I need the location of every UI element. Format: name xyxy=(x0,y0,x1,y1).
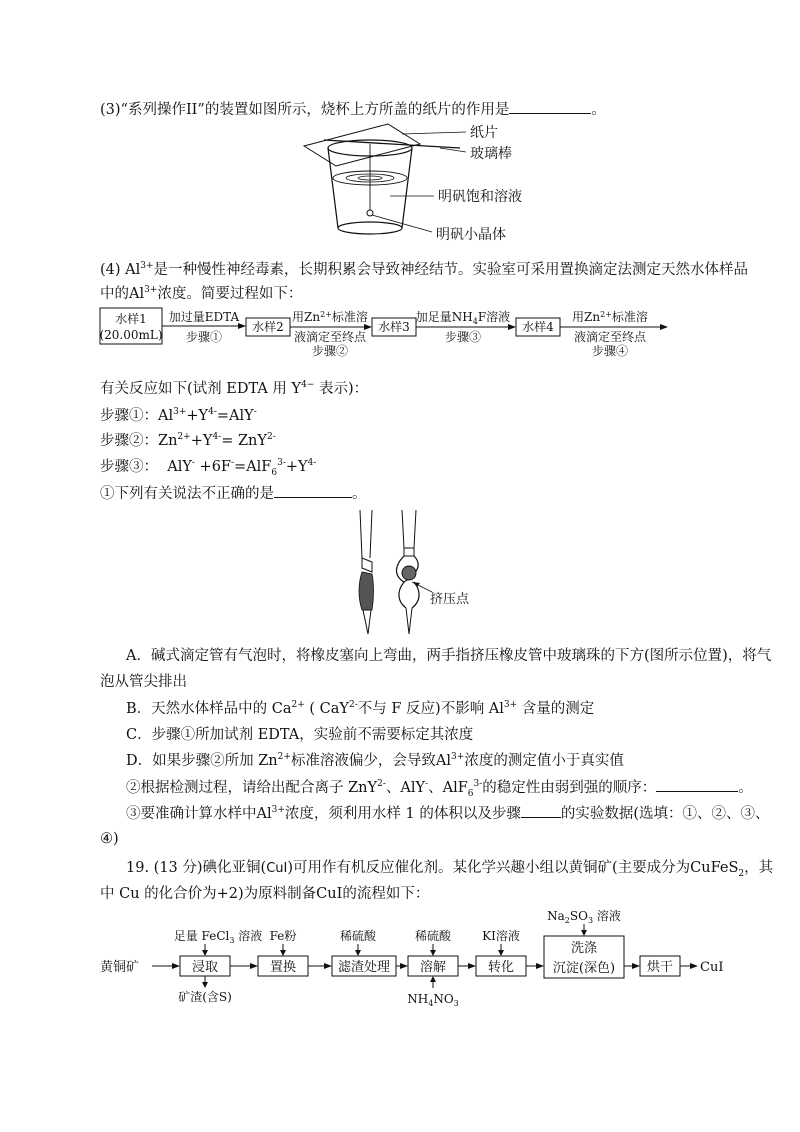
svg-text:加足量NH4F溶液: 加足量$NH_4F$溶液 xyxy=(415,310,511,326)
q19-line2: 中 Cu 的化合价为+2)为原料制备CuI的流程如下： xyxy=(100,886,430,902)
svg-text:水样3: 水样3 xyxy=(378,320,410,334)
option-c: C．步骤①所加试剂 EDTA，实验前不需要标定其浓度 xyxy=(126,727,474,743)
label-crystal: 明矾小晶体 xyxy=(436,227,506,243)
svg-text:浸取: 浸取 xyxy=(191,960,219,975)
svg-text:沉淀(深色): 沉淀(深色) xyxy=(552,961,616,976)
q19-line1: 19. (13 分)碘化亚铜(CuI)可用作有机反应催化剂。某化学兴趣小组以黄铜矿(主要成分为CuFeS$_2$，其 xyxy=(126,860,774,879)
reactions-intro: 有关反应如下(试剂 EDTA 用 $Y^{4-}$ 表示)： xyxy=(100,380,369,397)
svg-text:CuI: CuI xyxy=(700,960,724,975)
sub3-answer-blank[interactable] xyxy=(521,803,561,818)
svg-text:NH4NO3: $NH_4NO_3$ xyxy=(407,992,459,1008)
option-a-line1: A．碱式滴定管有气泡时，将橡皮塞向上弯曲，两手指挤压橡皮管中玻璃珠的下方(图所示位置)，将气 xyxy=(126,648,772,664)
reaction-1: 步骤①：$Al^{3+}+Y^{4-}=AlY^-$ xyxy=(100,407,257,424)
svg-text:稀硫酸: 稀硫酸 xyxy=(339,929,377,943)
sub-question-1: ①下列有关说法不正确的是 。 xyxy=(100,483,367,504)
svg-text:烘干: 烘干 xyxy=(646,960,674,975)
option-a-line2: 泡从管尖排出 xyxy=(100,674,187,690)
svg-text:用Zn2+标准溶: 用$Zn^{2+}$标准溶 xyxy=(292,310,368,324)
svg-text:溶解: 溶解 xyxy=(419,960,447,975)
svg-text:黄铜矿: 黄铜矿 xyxy=(100,960,140,975)
option-d: D．如果步骤②所加 $Zn^{2+}$标准溶液偏少，会导致$Al^{3+}$浓度的测定值小于真实值 xyxy=(126,752,624,769)
svg-text:滤渣处理: 滤渣处理 xyxy=(337,960,391,975)
svg-text:用Zn2+标准溶: 用$Zn^{2+}$标准溶 xyxy=(572,310,648,324)
svg-text:液滴定至终点: 液滴定至终点 xyxy=(573,330,647,344)
svg-text:水样4: 水样4 xyxy=(522,320,554,334)
svg-text:置换: 置换 xyxy=(269,960,297,975)
q3-question: (3)“系列操作II”的装置如图所示，烧杯上方所盖的纸片的作用是 。 xyxy=(100,99,606,120)
label-solution: 明矾饱和溶液 xyxy=(438,189,522,205)
svg-text:KI溶液: KI溶液 xyxy=(482,929,520,943)
svg-text:水样1: 水样1 xyxy=(115,312,147,326)
q4-intro-line1: (4) $Al^{3+}$是一种慢性神经毒素，长期积累会导致神经结节。实验室可采用置换滴定法测定天然水体样品 xyxy=(100,261,749,278)
svg-text:足量 FeCl3 溶液: 足量 FeCl$_3$ 溶液 xyxy=(173,929,263,945)
q4-intro-line2: 中的$Al^{3+}$浓度。简要过程如下： xyxy=(100,285,303,302)
svg-text:步骤④: 步骤④ xyxy=(591,344,629,358)
svg-text:稀硫酸: 稀硫酸 xyxy=(414,929,452,943)
reaction-3: 步骤③： $AlY^- +6F^-=AlF_6^{3-}+Y^{4-}$ xyxy=(100,458,317,478)
svg-text:Fe粉: Fe粉 xyxy=(269,929,297,943)
glass-bead xyxy=(402,566,416,580)
sub-question-2: ②根据检测过程，请给出配合离子 ZnY$^{2-}$、AlY-、AlF$_6^{3-}$的稳定性由弱到强的顺序： 。 xyxy=(126,777,753,798)
option-b: B．天然水体样品中的 $Ca^{2+}$ ( CaY$^{2-}$不与 F 反应)不影响 $Al^{3+}$ 含量的测定 xyxy=(126,700,595,717)
cui-flowchart xyxy=(0,906,800,1010)
svg-text:矿渣(含S): 矿渣(含S) xyxy=(178,990,232,1004)
svg-text:液滴定至终点: 液滴定至终点 xyxy=(293,330,367,344)
reaction-2: 步骤②：$Zn^{2+}+Y^{4-}= ZnY^{2-}$ xyxy=(100,432,276,449)
svg-text:步骤①: 步骤① xyxy=(185,330,223,344)
svg-text:水样2: 水样2 xyxy=(252,320,284,334)
q3-answer-blank[interactable] xyxy=(509,99,591,114)
sub-question-3-cont: ④) xyxy=(100,831,119,847)
label-press-point: 挤压点 xyxy=(430,592,470,607)
sub-question-3: ③要准确计算水样中$Al^{3+}$浓度，须利用水样 1 的体积以及步骤 的实验数据(选填：①、②、③、 xyxy=(126,803,770,824)
rubber-tube-left xyxy=(359,572,374,610)
svg-text:加过量EDTA: 加过量EDTA xyxy=(168,310,240,324)
svg-text:步骤②: 步骤② xyxy=(311,344,349,358)
svg-text:Na2SO3 溶液: $Na_2SO_3$ 溶液 xyxy=(547,909,621,925)
sub2-answer-blank[interactable] xyxy=(656,777,738,792)
beaker-diagram xyxy=(290,118,590,253)
svg-text:(20.00mL): (20.00mL) xyxy=(99,328,163,342)
label-paper: 纸片 xyxy=(470,125,498,141)
svg-text:转化: 转化 xyxy=(487,960,515,975)
titration-flowchart xyxy=(0,300,800,360)
burette-diagram xyxy=(350,510,490,640)
label-glass-rod: 玻璃棒 xyxy=(470,146,512,162)
sub1-answer-blank[interactable] xyxy=(274,483,352,498)
svg-text:步骤③: 步骤③ xyxy=(444,330,482,344)
svg-text:洗涤: 洗涤 xyxy=(570,941,598,956)
